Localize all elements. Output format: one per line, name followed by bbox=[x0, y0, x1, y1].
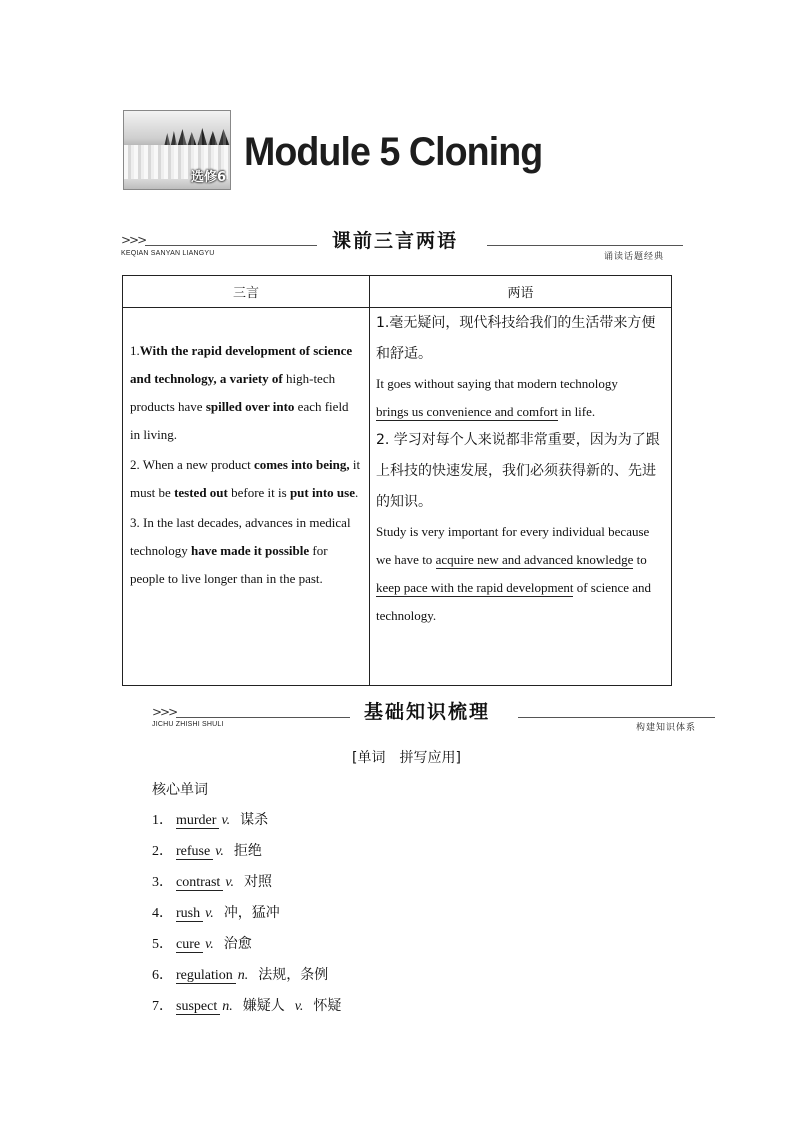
section1-arrows: >>> bbox=[121, 233, 146, 247]
vocab-word: contrast bbox=[176, 875, 223, 891]
section2-title: 基础知识梳理 bbox=[364, 701, 491, 723]
sanyan-cell bbox=[123, 308, 370, 686]
section1-title: 课前三言两语 bbox=[332, 230, 459, 252]
word-spelling-subheading: [单词 拼写应用] bbox=[352, 750, 461, 766]
phrases-table bbox=[122, 275, 672, 686]
header-liangyu: 两语 bbox=[370, 276, 672, 308]
sanyan-item-3: 3. In the last decades, advances in medical technology have made it possible for people to live longer than in the past. bbox=[130, 515, 351, 586]
section2-right-label: 构建知识体系 bbox=[636, 723, 697, 733]
core-words-heading: 核心单词 bbox=[152, 782, 208, 798]
answer-blank: brings us convenience and comfort bbox=[376, 403, 558, 419]
section1-pinyin: KEQIAN SANYAN LIANGYU bbox=[121, 250, 215, 257]
module-title: Module 5 Cloning bbox=[244, 130, 543, 174]
vocab-word: suspect bbox=[176, 999, 220, 1015]
elective-tag: 选修6 bbox=[190, 170, 226, 185]
table-body-row bbox=[123, 308, 672, 686]
vocab-word: regulation bbox=[176, 968, 236, 984]
section2-right-rule bbox=[518, 717, 715, 718]
vocab-item: 3． contrast v. 对照 bbox=[152, 874, 273, 890]
vocab-item: 1． murder v. 谋杀 bbox=[152, 812, 269, 828]
section1-right-label: 诵读话题经典 bbox=[604, 252, 665, 262]
liangyu-en-1: It goes without saying that modern technology brings us convenience and comfort in life. bbox=[376, 376, 618, 419]
section2-pinyin: JICHU ZHISHI SHULI bbox=[152, 721, 224, 728]
liangyu-en-2: Study is very important for every individual because we have to acquire new and advanced knowledge to keep pace with the rapid development of science and technology. bbox=[376, 524, 652, 623]
sanyan-item-1: 1.With the rapid development of science and technology, a variety of high-tech products have spilled over into each field in living. bbox=[130, 343, 353, 442]
vocab-item: 5． cure v. 治愈 bbox=[152, 936, 252, 952]
table-header-row bbox=[123, 276, 672, 308]
vocab-list bbox=[152, 809, 341, 1026]
section2-left-rule bbox=[176, 717, 350, 718]
section1-right-rule bbox=[487, 245, 683, 246]
answer-blank: keep pace with the rapid development bbox=[376, 579, 574, 595]
liangyu-zh-1: 1.毫无疑问，现代科技给我们的生活带来方便和舒适。 bbox=[376, 315, 656, 362]
liangyu-cell bbox=[370, 308, 672, 686]
vocab-word: rush bbox=[176, 906, 203, 922]
vocab-item: 7． suspect n. 嫌疑人 v. 怀疑 bbox=[152, 998, 342, 1014]
vocab-item: 4． rush v. 冲，猛冲 bbox=[152, 905, 280, 921]
section1-left-rule bbox=[145, 245, 317, 246]
header-sanyan: 三言 bbox=[123, 276, 370, 308]
vocab-word: refuse bbox=[176, 844, 213, 860]
liangyu-zh-2: 2. 学习对每个人来说都非常重要，因为为了跟上科技的快速发展，我们必须获得新的、先进的知识。 bbox=[376, 432, 660, 511]
sanyan-item-2: 2. When a new product comes into being, it must be tested out before it is put into use. bbox=[130, 457, 361, 500]
vocab-item: 2． refuse v. 拒绝 bbox=[152, 843, 262, 859]
section2-arrows: >>> bbox=[152, 705, 177, 719]
module-thumbnail-image bbox=[123, 110, 231, 190]
answer-blank: acquire new and advanced knowledge bbox=[435, 552, 634, 568]
vocab-word: cure bbox=[176, 937, 203, 953]
vocab-word: murder bbox=[176, 813, 219, 829]
forest-graphic bbox=[164, 127, 230, 147]
vocab-item: 6． regulation n. 法规，条例 bbox=[152, 967, 329, 983]
